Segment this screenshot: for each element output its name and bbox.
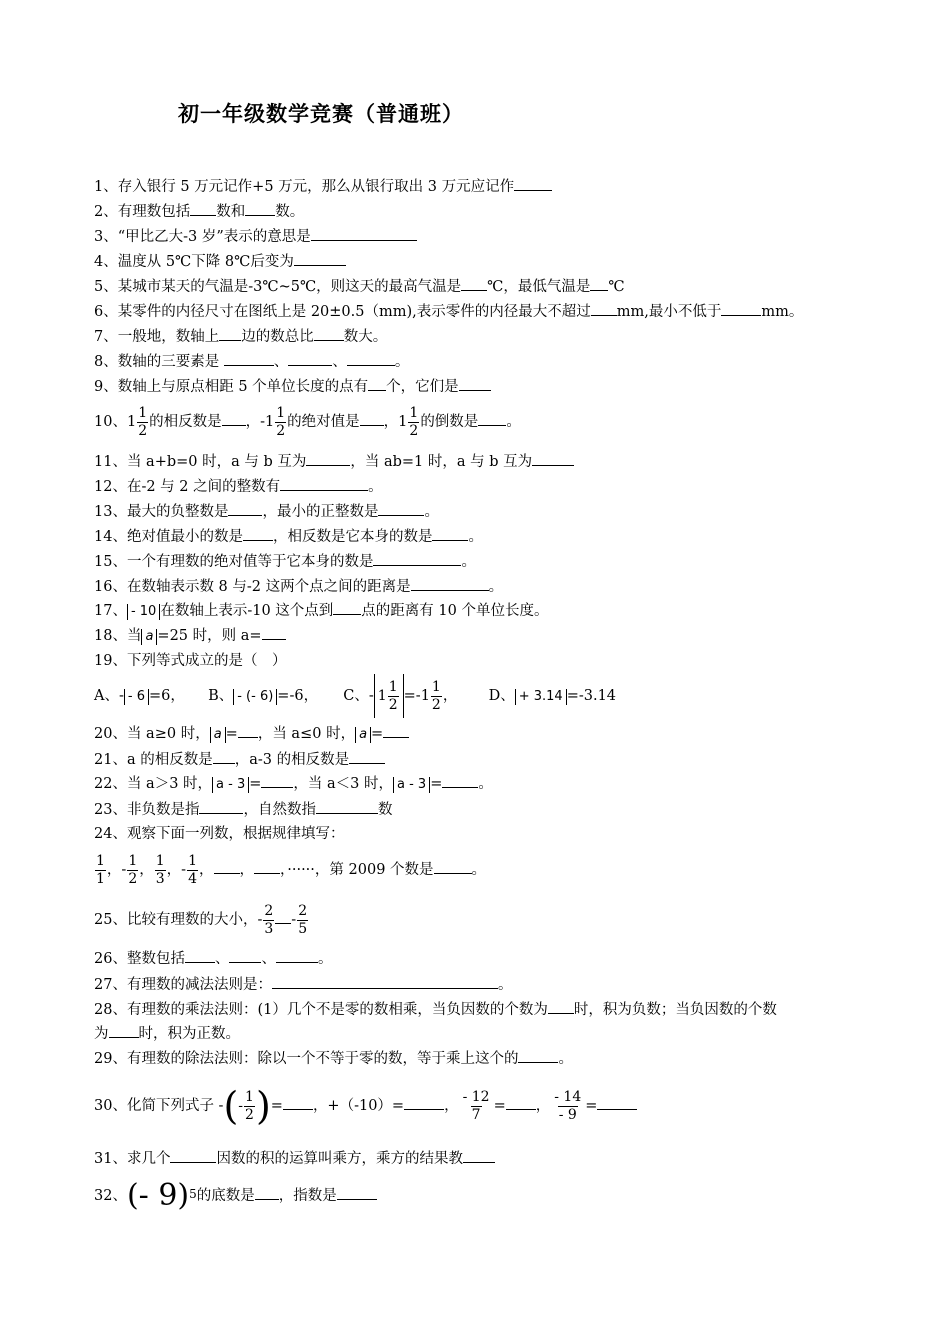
question-21 [94, 749, 385, 770]
answer-blank[interactable] [238, 723, 258, 738]
question-31 [94, 1148, 495, 1169]
question-text: 30、化简下列式子 - [94, 1098, 224, 1114]
question-9 [94, 376, 491, 397]
question-text: 21、a 的相反数是 [94, 752, 213, 768]
answer-blank[interactable] [459, 376, 491, 391]
question-text: 18、当 [94, 628, 142, 644]
question-text: 、 [332, 354, 347, 370]
question-text: 14、绝对值最小的数是 [94, 529, 243, 545]
answer-blank[interactable] [314, 326, 344, 341]
absolute-value-expr: a - 3 [212, 777, 249, 793]
answer-blank[interactable] [368, 376, 386, 391]
question-text: = [430, 776, 443, 792]
question-27: 27、有理数的减法法则是： 。 [94, 974, 512, 995]
answer-blank[interactable] [288, 351, 332, 366]
question-text: 1、存入银行 5 万元记作+5 万元，那么从银行取出 3 万元应记作 [94, 179, 515, 195]
absolute-value-expr: - 10 [127, 604, 160, 620]
answer-blank[interactable] [373, 551, 461, 566]
question-text: 22、当 a＞3 时， [94, 776, 213, 792]
answer-blank[interactable] [170, 1148, 216, 1163]
question-text: 25、比较有理数的大小，- [94, 912, 263, 928]
answer-blank[interactable] [294, 251, 346, 266]
question-18 [94, 625, 286, 646]
answer-blank[interactable] [383, 723, 409, 738]
question-6 [94, 301, 803, 322]
question-text: =25 时，则 a= [157, 628, 262, 644]
answer-blank[interactable] [306, 451, 350, 466]
answer-blank[interactable] [316, 799, 378, 814]
question-28-cont [94, 1023, 240, 1044]
question-text: ，1 [383, 414, 408, 430]
answer-blank[interactable] [190, 201, 216, 216]
answer-blank[interactable] [590, 276, 608, 291]
question-text: 32、 [94, 1188, 127, 1204]
answer-blank[interactable] [245, 201, 275, 216]
absolute-value-expr: + 3.14 [515, 689, 567, 705]
question-text: 9、数轴上与原点相距 5 个单位长度的点有 [94, 379, 369, 395]
question-text: 12、在-2 与 2 之间的整数有 [94, 479, 281, 495]
answer-blank[interactable] [478, 411, 506, 426]
question-10 [94, 402, 521, 442]
answer-blank[interactable] [243, 526, 273, 541]
question-23 [94, 799, 392, 820]
question-text: = [249, 776, 262, 792]
answer-blank[interactable] [280, 476, 368, 491]
question-12 [94, 476, 383, 497]
question-5 [94, 276, 625, 297]
question-text: 27、有理数的减法法则是： [94, 977, 272, 993]
answer-blank[interactable] [254, 859, 280, 874]
question-text: 19、下列等式成立的是（ ） [94, 653, 287, 669]
question-text: ，a-3 的相反数是 [234, 752, 350, 768]
question-7 [94, 326, 387, 347]
question-text: 24、观察下面一列数，根据规律填写： [94, 826, 345, 842]
question-text: 的底数是 [196, 1188, 255, 1204]
question-text: 29、有理数的除法法则：除以一个不等于零的数，等于乘上这个的 [94, 1051, 519, 1067]
answer-blank[interactable] [461, 276, 487, 291]
question-text: 17、 [94, 603, 127, 619]
answer-blank[interactable] [261, 773, 293, 788]
question-text: 。 [461, 554, 476, 570]
fraction: $\frac{2}{5}$ [298, 902, 308, 937]
parenthesized-expr: ( - 1 2 ) [223, 1084, 271, 1128]
option-d[interactable]: D、 + 3.14 =-3.14 [488, 688, 617, 704]
answer-blank[interactable] [275, 909, 291, 924]
question-text: 为 [94, 1026, 109, 1042]
answer-blank[interactable] [442, 773, 478, 788]
fraction: $\frac{2}{3}$ [264, 902, 274, 937]
question-32 [94, 1176, 377, 1216]
absolute-value-expr: 1 1 2 [374, 674, 404, 718]
question-text: 10、1 [94, 414, 137, 430]
question-20 [94, 723, 409, 744]
question-text: 5、某城市某天的气温是-3℃~5℃，则这天的最高气温是 [94, 279, 462, 295]
answer-blank[interactable] [185, 948, 215, 963]
answer-blank[interactable] [311, 226, 417, 241]
question-text: = [225, 726, 238, 742]
question-text: 23、非负数是指 [94, 802, 200, 818]
answer-blank[interactable] [214, 859, 240, 874]
answer-blank[interactable] [432, 526, 468, 541]
answer-blank[interactable] [283, 1095, 313, 1110]
fraction: $\frac{1}{1}$ [96, 852, 105, 887]
option-c[interactable]: C、- 1 1 2 =-1 $\frac{1}{2}$ ， [343, 688, 457, 704]
question-text: 。 [478, 776, 493, 792]
fraction: $\frac{1}{2}$ [276, 404, 286, 439]
question-text: 数。 [275, 204, 305, 220]
question-26: 26、整数包括 、 、 。 [94, 948, 332, 969]
question-16 [94, 576, 503, 597]
question-text: 16、在数轴表示数 8 与-2 这两个点之间的距离是 [94, 579, 411, 595]
question-text: 时，积为负数；当负因数的个数 [573, 1002, 777, 1018]
question-text: 边的数总比 [241, 329, 314, 345]
question-text: 3、“甲比乙大-3 岁”表示的意思是 [94, 229, 311, 245]
question-text: 15、一个有理数的绝对值等于它本身的数是 [94, 554, 374, 570]
fraction: $\frac{- 12}{7}$ [462, 1088, 490, 1123]
answer-blank[interactable] [272, 974, 498, 989]
question-text: 7、一般地，数轴上 [94, 329, 220, 345]
answer-blank[interactable] [548, 999, 574, 1014]
answer-blank[interactable] [199, 799, 243, 814]
answer-blank[interactable] [229, 948, 261, 963]
fraction: $\frac{1}{4}$ [188, 852, 197, 887]
absolute-value-expr: a [210, 727, 226, 743]
question-13 [94, 501, 439, 522]
answer-blank[interactable] [591, 301, 617, 316]
question-25: 25、比较有理数的大小，- $\frac{2}{3}$ - $\frac{2}{5}$ [94, 902, 308, 937]
power-exponent: 5 [189, 1187, 197, 1201]
question-text: 数和 [216, 204, 246, 220]
question-4 [94, 251, 346, 272]
question-text: 。 [506, 414, 521, 430]
question-2 [94, 201, 304, 222]
question-29: 29、有理数的除法法则：除以一个不等于零的数，等于乘上这个的 。 [94, 1048, 573, 1069]
question-text: 。 [468, 529, 483, 545]
question-22 [94, 773, 493, 794]
question-text: 的绝对值是 [287, 414, 360, 430]
question-text: 20、当 a≥0 时， [94, 726, 210, 742]
absolute-value-expr: - 6 [124, 689, 149, 705]
question-text: 、 [273, 354, 289, 370]
fraction: $\frac{- 14}{- 9}$ [554, 1088, 582, 1123]
question-text: ，当 ab=1 时，a 与 b 互为 [350, 454, 533, 470]
question-text: ，自然数指 [243, 802, 316, 818]
question-text: mm。 [761, 304, 804, 320]
answer-blank[interactable] [721, 301, 761, 316]
question-text: 28、有理数的乘法法则：(1）几个不是零的数相乘，当负因数的个数为 [94, 1002, 548, 1018]
question-text: 在数轴上表示-10 这个点到 [160, 603, 334, 619]
answer-blank[interactable] [347, 351, 395, 366]
question-11 [94, 451, 574, 472]
answer-blank[interactable] [518, 1048, 558, 1063]
question-text: 26、整数包括 [94, 951, 185, 967]
question-text: 4、温度从 5℃下降 8℃后变为 [94, 254, 294, 270]
question-text: 点的距离有 10 个单位长度。 [361, 603, 549, 619]
question-text: ，相反数是它本身的数是 [272, 529, 433, 545]
power-base: (- 9) [126, 1178, 190, 1213]
question-3 [94, 226, 417, 247]
question-text: ，最小的正整数是 [262, 504, 379, 520]
question-text: = [371, 726, 384, 742]
answer-blank[interactable] [349, 749, 385, 764]
question-15 [94, 551, 476, 572]
question-text: 。 [394, 354, 410, 370]
question-text: 。 [488, 579, 504, 595]
question-text: 2、有理数包括 [94, 204, 191, 220]
page-title: 初一年级数学竞赛（普通班） [178, 102, 464, 126]
absolute-value-expr: a - 3 [393, 777, 430, 793]
question-28 [94, 999, 777, 1020]
answer-blank[interactable] [276, 948, 318, 963]
answer-blank[interactable] [255, 1185, 279, 1200]
question-text: ℃ [608, 279, 625, 295]
answer-blank[interactable] [360, 411, 384, 426]
fraction: $\frac{1}{3}$ [155, 852, 165, 887]
answer-blank[interactable] [597, 1095, 637, 1110]
question-text: 11、当 a+b=0 时，a 与 b 互为 [94, 454, 307, 470]
answer-blank[interactable] [213, 749, 235, 764]
answer-blank[interactable] [463, 1148, 495, 1163]
question-text: 8、数轴的三要素是 [94, 354, 224, 370]
question-text: ，当 a≤0 时， [257, 726, 356, 742]
question-24 [94, 824, 344, 844]
question-text: 6、某零件的内径尺寸在图纸上是 20±0.5（mm),表示零件的内径最大不超过 [94, 304, 591, 320]
answer-blank[interactable] [262, 625, 286, 640]
question-19-options [94, 673, 616, 719]
question-text: 个，它们是 [386, 379, 459, 395]
fraction: $\frac{1}{2}$ [128, 852, 138, 887]
question-text: ，-1 [245, 414, 275, 430]
question-text: 13、最大的负整数是 [94, 504, 229, 520]
fraction: $\frac{1}{2}$ [409, 404, 419, 439]
question-text: 时，积为正数。 [138, 1026, 240, 1042]
question-text: 数大。 [343, 329, 388, 345]
question-text: 31、求几个 [94, 1151, 171, 1167]
answer-blank[interactable] [337, 1185, 377, 1200]
answer-blank[interactable] [506, 1095, 536, 1110]
question-text: 数 [377, 802, 393, 818]
question-text: 的相反数是 [149, 414, 222, 430]
question-text: ，指数是 [278, 1188, 337, 1204]
option-b[interactable]: B、 - (- 6) =-6， [208, 688, 319, 704]
absolute-value-expr: a [355, 727, 371, 743]
question-1 [94, 176, 552, 197]
question-17 [94, 600, 548, 621]
question-30: 30、化简下列式子 - ( - 1 2 ) = ，+（-10）= ， $\frac{- 12}{7}$ = ， $\frac{- 14}{- 9}$ = [94, 1084, 637, 1128]
question-8 [94, 351, 409, 372]
answer-blank[interactable] [434, 859, 472, 874]
question-text: ℃，最低气温是 [487, 279, 591, 295]
question-text: 的倒数是 [420, 414, 479, 430]
question-19 [94, 651, 286, 671]
option-a[interactable]: A、- - 6 =6， [94, 688, 185, 704]
question-text: ，当 a＜3 时， [293, 776, 393, 792]
question-text: 因数的积的运算叫乘方，乘方的结果教 [216, 1151, 463, 1167]
question-text: 。 [424, 504, 439, 520]
question-text: 。 [368, 479, 383, 495]
absolute-value-expr: a [141, 629, 157, 645]
answer-blank[interactable] [222, 411, 246, 426]
answer-blank[interactable] [228, 501, 262, 516]
question-14 [94, 526, 483, 547]
answer-blank[interactable] [532, 451, 574, 466]
answer-blank[interactable] [378, 501, 424, 516]
fraction: $\frac{1}{2}$ [138, 404, 148, 439]
answer-blank[interactable] [514, 176, 552, 191]
question-24-sequence: $\frac{1}{1}$ ，- $\frac{1}{2}$ ， $\frac{1}{3}$ ，- $\frac{1}{4}$ ， ， ，······，第 2009 个数是 。 [96, 852, 487, 887]
answer-blank[interactable] [404, 1095, 444, 1110]
absolute-value-expr: - (- 6) [233, 689, 277, 705]
answer-blank[interactable] [109, 1023, 139, 1038]
answer-blank[interactable] [411, 576, 489, 591]
answer-blank[interactable] [219, 326, 241, 341]
question-text: mm,最小不低于 [616, 304, 722, 320]
answer-blank[interactable] [224, 351, 274, 366]
answer-blank[interactable] [333, 600, 361, 615]
